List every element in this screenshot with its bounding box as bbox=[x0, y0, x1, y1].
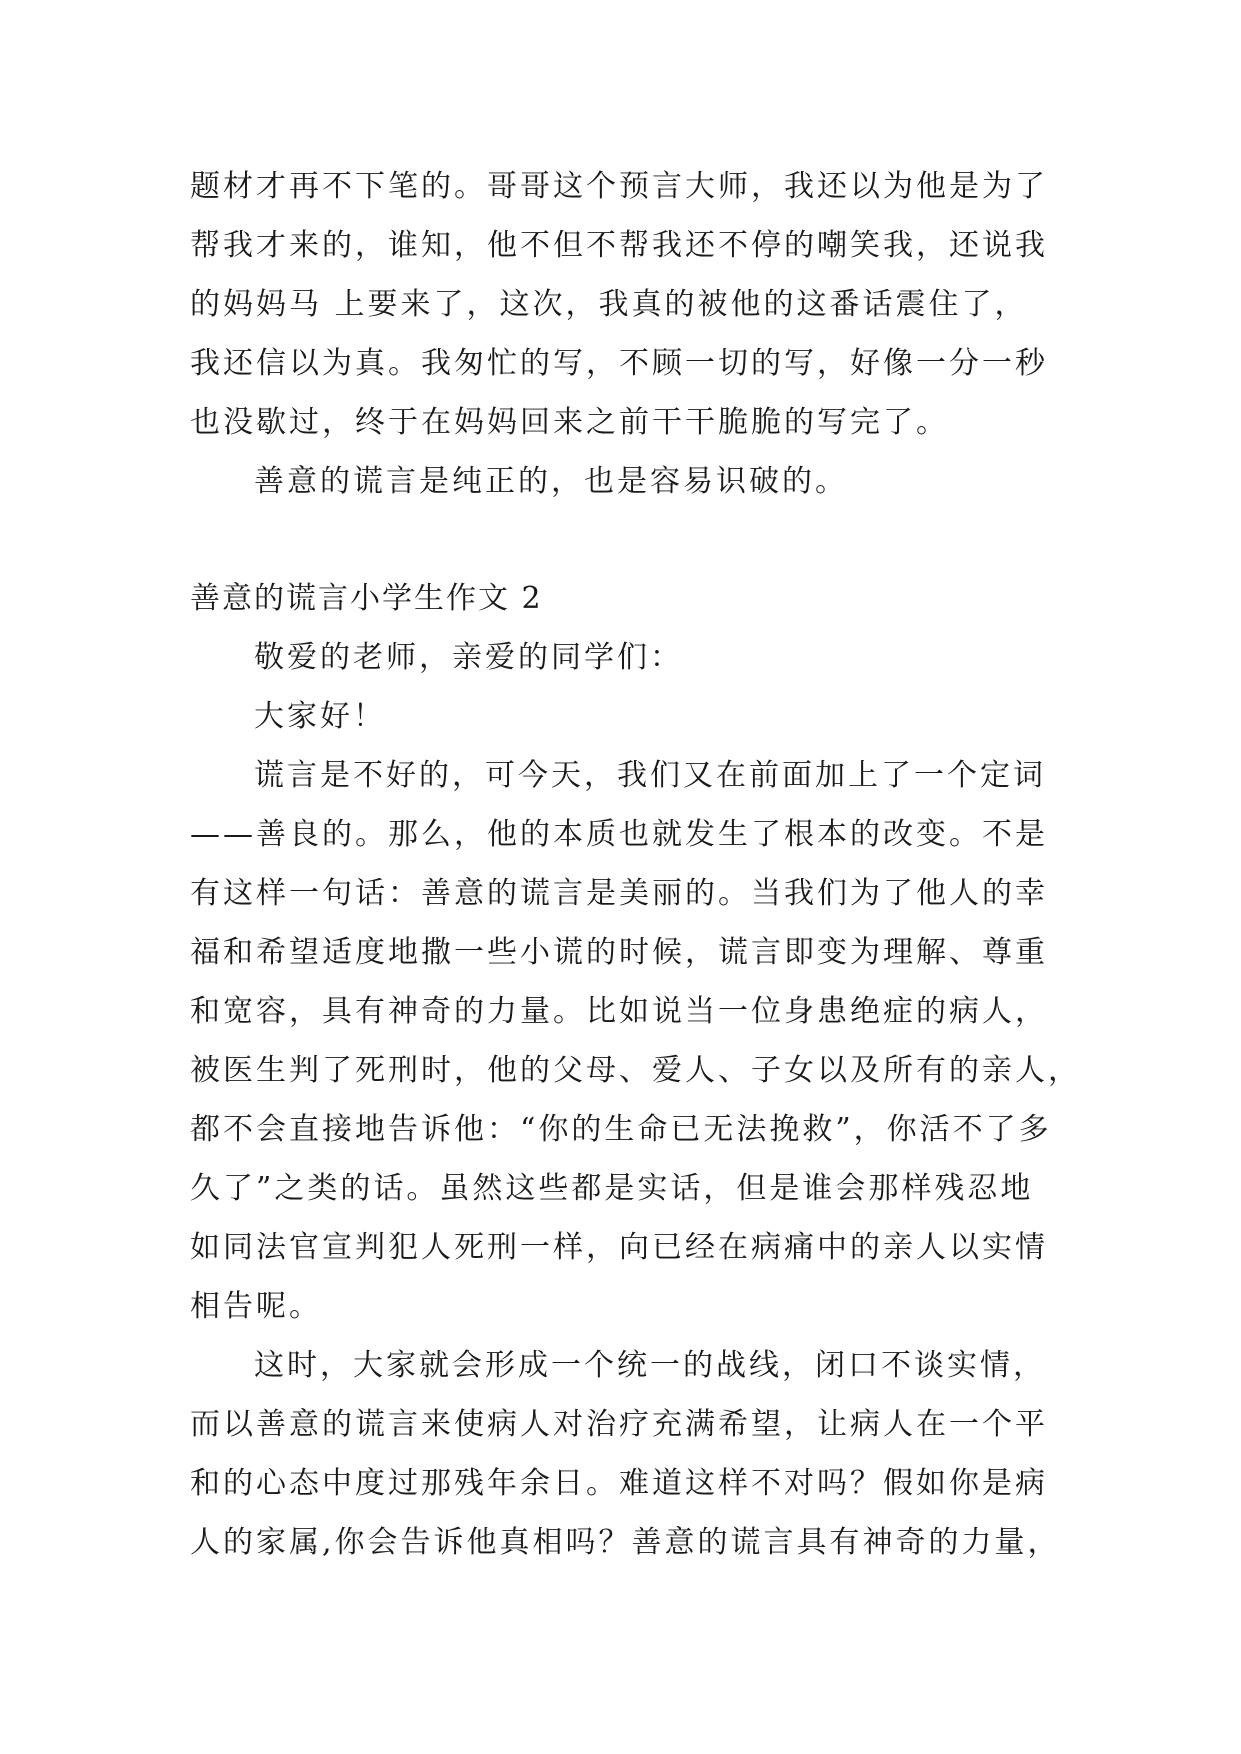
text-line: 我还信以为真。我匆忙的写，不顾一切的写，好像一分一秒 bbox=[190, 346, 1048, 381]
text-line: 久了”之类的话。虽然这些都是实话，但是谁会那样残忍地 bbox=[190, 1171, 1034, 1206]
section-spacer bbox=[190, 511, 1055, 569]
text-line: 帮我才来的，谁知，他不但不帮我还不停的嘲笑我，还说我 bbox=[190, 228, 1048, 263]
text-line: 而以善意的谎言来使病人对治疗充满希望，让病人在一个平 bbox=[190, 1407, 1048, 1442]
text-line: ——善良的。那么，他的本质也就发生了根本的改变。不是 bbox=[190, 817, 1048, 852]
text-line: 也没歇过，终于在妈妈回来之前干干脆脆的写完了。 bbox=[190, 405, 949, 440]
paragraph-continuation bbox=[190, 157, 1055, 452]
paragraph-summary: 善意的谎言是纯正的，也是容易识破的。 bbox=[254, 464, 848, 499]
text-line: 有这样一句话：善意的谎言是美丽的。当我们为了他人的幸 bbox=[190, 876, 1048, 911]
text-line: 都不会直接地告诉他：“你的生命已无法挽救”，你活不了多 bbox=[190, 1112, 1052, 1147]
text-line: 相告呢。 bbox=[190, 1289, 322, 1324]
paragraph-united-front bbox=[190, 1336, 1061, 1572]
hello-line: 大家好！ bbox=[254, 699, 386, 734]
section-title: 善意的谎言小学生作文 2 bbox=[190, 581, 543, 616]
text-line: 和的心态中度过那残年余日。难道这样不对吗？假如你是病 bbox=[190, 1466, 1048, 1501]
text-line: 和宽容，具有神奇的力量。比如说当一位身患绝症的病人， bbox=[190, 994, 1048, 1029]
text-line: 人的家属,你会告诉他真相吗？善意的谎言具有神奇的力量， bbox=[190, 1525, 1061, 1560]
text-line: 谎言是不好的，可今天，我们又在前面加上了一个定词 bbox=[254, 758, 1046, 793]
greeting-line: 敬爱的老师，亲爱的同学们： bbox=[254, 640, 683, 675]
text-line: 被医生判了死刑时，他的父母、爱人、子女以及所有的亲人， bbox=[190, 1053, 1081, 1088]
text-line: 福和希望适度地撒一些小谎的时候，谎言即变为理解、尊重 bbox=[190, 935, 1048, 970]
document-body bbox=[190, 157, 1081, 1572]
paragraph-lies bbox=[190, 746, 1081, 1336]
text-line: 题材才再不下笔的。哥哥这个预言大师，我还以为他是为了 bbox=[190, 169, 1048, 204]
text-line: 这时，大家就会形成一个统一的战线，闭口不谈实情， bbox=[254, 1348, 1046, 1383]
text-line: 如同法官宣判犯人死刑一样，向已经在病痛中的亲人以实情 bbox=[190, 1230, 1048, 1265]
text-line: 的妈妈马 上要来了，这次，我真的被他的这番话震住了， bbox=[190, 287, 1028, 322]
